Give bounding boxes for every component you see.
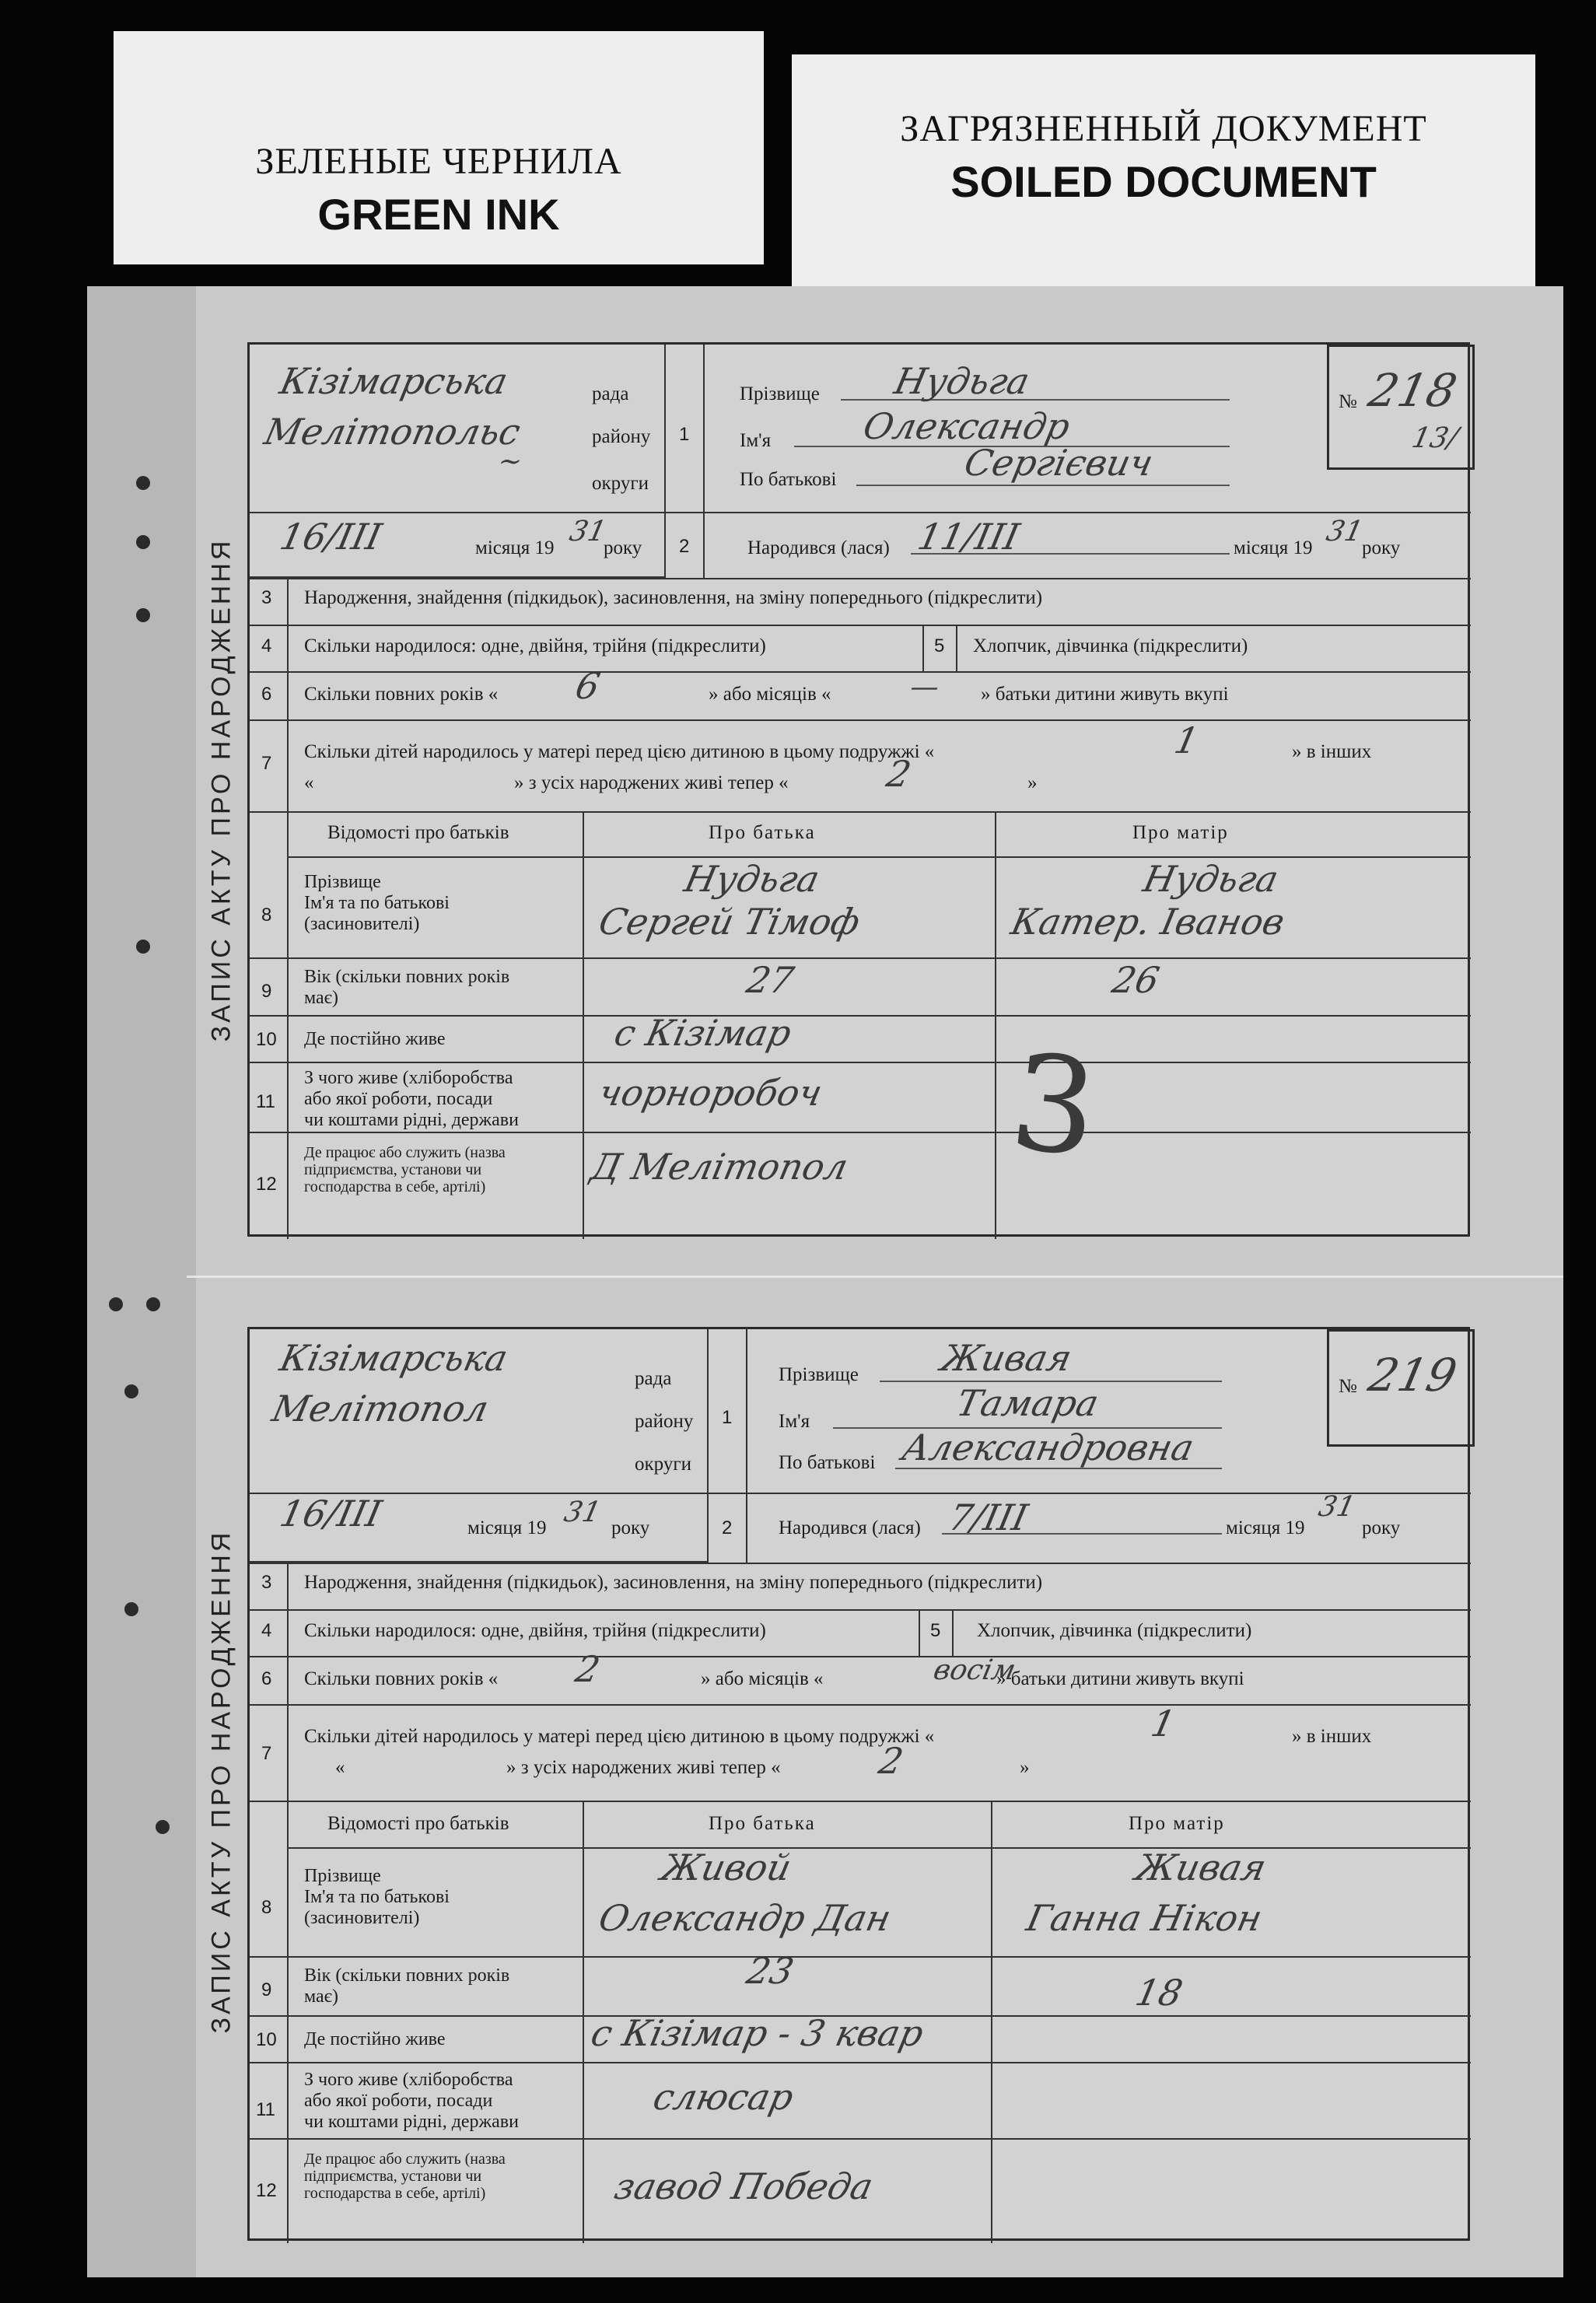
registration-date-handwritten: 16/III xyxy=(276,1493,386,1535)
row-11 xyxy=(250,2062,1471,2063)
row-12-label: Де працює або служить (назва підприємства, установи чи господарства в себе, артілі) xyxy=(304,2151,506,2202)
row-7-label-d: » з усіх народжених живі тепер « xyxy=(514,772,789,793)
col-info-header: Відомості про батьків xyxy=(327,1813,509,1834)
row-12-label: Де працює або служить (назва підприємства, установи чи господарства в себе, артілі) xyxy=(304,1144,506,1195)
row-number-11: 11 xyxy=(256,1091,275,1112)
row-number-9: 9 xyxy=(261,1979,272,2000)
born-line xyxy=(911,553,1230,555)
birth-record-1 xyxy=(247,342,1470,1237)
binding-margin xyxy=(87,286,196,2277)
patronymic-line xyxy=(856,485,1230,486)
born-year-label: року xyxy=(1362,537,1401,558)
rada-label: рада xyxy=(635,1368,672,1389)
side-title-text: ЗАПИС АКТУ ПРО НАРОДЖЕННЯ xyxy=(206,1529,236,2033)
okrug-handwritten: ~ xyxy=(495,446,526,478)
raion-label: району xyxy=(635,1411,694,1432)
okrug-label: округи xyxy=(592,473,649,494)
binding-hole xyxy=(124,1602,138,1616)
soiled-document-label xyxy=(792,54,1535,288)
row-number-4: 4 xyxy=(261,635,272,656)
row-number-6: 6 xyxy=(261,1668,272,1689)
row-8-label: Прізвище Ім'я та по батькові (засиновителі) xyxy=(304,1866,450,1928)
row-7 xyxy=(250,1704,1471,1706)
row-3-label: Народження, знайдення (підкидьок), засиновлення, на зміну попереднього (підкреслити) xyxy=(304,1572,1043,1593)
father-workplace-handwritten: завод Победа xyxy=(611,2165,877,2207)
col-mother-header: Про матір xyxy=(1132,822,1229,843)
registration-year-label: року xyxy=(604,537,642,558)
patronymic-label: По батькові xyxy=(740,469,837,490)
col-father-header: Про батька xyxy=(709,1813,816,1834)
row-6-label-a: Скільки повних років « xyxy=(304,1668,499,1689)
row-number-5: 5 xyxy=(930,1620,941,1641)
father-name-handwritten: Сергей Тімоф xyxy=(595,901,864,943)
row-4 xyxy=(250,625,1471,626)
row-9-label: Вік (скільки повних років має) xyxy=(304,1965,510,2007)
row-2-divider xyxy=(666,512,1471,513)
father-age-handwritten: 27 xyxy=(743,959,798,1001)
row-number-9: 9 xyxy=(261,981,272,1002)
patronymic-handwritten: Сергієвич xyxy=(961,442,1157,484)
birth-record-2 xyxy=(247,1327,1470,2241)
months-together-handwritten: восім xyxy=(930,1654,1019,1686)
name-label: Ім'я xyxy=(740,430,772,451)
children-before-handwritten: 1 xyxy=(1147,1703,1180,1745)
row-7-label-e: » xyxy=(1020,1757,1030,1778)
born-date-handwritten: 11/III xyxy=(914,516,1024,558)
okrug-label: округи xyxy=(635,1454,691,1475)
registration-year-handwritten: 31 xyxy=(561,1496,604,1528)
green-ink-label-ru: ЗЕЛЕНЫЕ ЧЕРНИЛА xyxy=(255,141,622,182)
row-9-label: Вік (скільки повних років має) xyxy=(304,967,510,1008)
mother-surname-handwritten: Нудьга xyxy=(1139,858,1283,900)
row-4-label: Скільки народилося: одне, двійня, трійня (підкреслити) xyxy=(304,1620,766,1641)
registration-year-handwritten: 31 xyxy=(566,516,610,548)
mother-name-handwritten: Катер. Іванов xyxy=(1007,901,1289,943)
row-6 xyxy=(250,1656,1471,1657)
row-7-label-e: » xyxy=(1027,772,1038,793)
raion-handwritten: Мелітопол xyxy=(268,1388,492,1430)
row-3 xyxy=(250,1563,1471,1564)
soiled-document-label-ru: ЗАГРЯЗНЕННЫЙ ДОКУМЕНТ xyxy=(900,108,1427,149)
record-number-extra-handwritten: 13/ xyxy=(1409,422,1461,454)
row-8 xyxy=(289,856,1471,858)
annotation-mark: 3 xyxy=(1003,1024,1104,1188)
binding-hole xyxy=(124,1384,138,1398)
row-3-label: Народження, знайдення (підкидьок), засиновлення, на зміну попереднього (підкреслити) xyxy=(304,587,1043,608)
born-month-label: місяця 19 xyxy=(1226,1517,1305,1538)
children-alive-handwritten: 2 xyxy=(875,1740,908,1782)
father-surname-handwritten: Нудьга xyxy=(681,858,824,900)
row-10-label: Де постійно живе xyxy=(304,2029,446,2049)
row-8 xyxy=(289,1847,1471,1849)
row-7-label-b: » в інших xyxy=(1292,1726,1372,1747)
row-7-label-d: » з усіх народжених живі тепер « xyxy=(506,1757,781,1778)
row-12 xyxy=(250,1132,1471,1133)
name-handwritten: Олександр xyxy=(859,405,1074,447)
father-residence-handwritten: с Кізімар - 3 квар xyxy=(587,2012,928,2054)
born-year-label: року xyxy=(1362,1517,1401,1538)
born-year-handwritten: 31 xyxy=(1315,1491,1359,1523)
col-father-header: Про батька xyxy=(709,822,816,843)
name-handwritten: Тамара xyxy=(953,1382,1103,1424)
row-6 xyxy=(250,671,1471,673)
surname-label: Прізвище xyxy=(740,383,820,404)
row-7 xyxy=(250,719,1471,721)
children-alive-handwritten: 2 xyxy=(883,753,915,795)
record-number-handwritten: 219 xyxy=(1363,1349,1461,1402)
row-9 xyxy=(250,1956,1471,1958)
patronymic-handwritten: Александровна xyxy=(898,1426,1198,1468)
row-4-label: Скільки народилося: одне, двійня, трійня (підкреслити) xyxy=(304,635,766,656)
years-together-handwritten: 2 xyxy=(572,1648,604,1690)
binding-hole xyxy=(136,476,150,490)
binding-hole xyxy=(156,1820,170,1834)
side-title-record-1 xyxy=(196,342,247,1237)
born-label: Народився (лася) xyxy=(779,1517,921,1538)
row-number-4: 4 xyxy=(261,1620,272,1641)
father-occupation-handwritten: чорноробоч xyxy=(595,1072,827,1114)
registration-year-label: року xyxy=(611,1517,650,1538)
row-number-3: 3 xyxy=(261,587,272,608)
col-mother-header: Про матір xyxy=(1129,1813,1225,1834)
row-number-3: 3 xyxy=(261,1572,272,1593)
mother-age-handwritten: 18 xyxy=(1132,1972,1187,2014)
row-number-10: 10 xyxy=(256,2029,277,2050)
row-7-label-a: Скільки дітей народилось у матері перед цією дитиною в цьому подружжі « xyxy=(304,1726,935,1747)
binding-hole xyxy=(136,535,150,549)
row-number-12: 12 xyxy=(256,2180,277,2201)
row-number-7: 7 xyxy=(261,1743,272,1764)
row-number-8: 8 xyxy=(261,905,272,926)
mother-age-handwritten: 26 xyxy=(1108,959,1164,1001)
row-number-1: 1 xyxy=(679,424,690,445)
row-7-label-c: « xyxy=(304,772,314,793)
registration-month-label: місяця 19 xyxy=(467,1517,547,1538)
row-11 xyxy=(250,1062,1471,1063)
row-number-2: 2 xyxy=(722,1517,733,1538)
row-6-label-c: » батьки дитини живуть вкупі xyxy=(996,1668,1244,1689)
row-7-label-a: Скільки дітей народилось у матері перед цією дитиною в цьому подружжі « xyxy=(304,741,935,762)
father-age-handwritten: 23 xyxy=(743,1950,798,1992)
binding-hole xyxy=(136,940,150,954)
raion-handwritten: Мелітопольс xyxy=(261,411,524,453)
children-before-handwritten: 1 xyxy=(1171,719,1203,761)
row-number-6: 6 xyxy=(261,684,272,705)
rada-handwritten: Кізімарська xyxy=(276,360,512,402)
row-6-label-c: » батьки дитини живуть вкупі xyxy=(981,684,1229,705)
page-fold xyxy=(187,1276,1563,1278)
patronymic-label: По батькові xyxy=(779,1452,876,1473)
born-month-label: місяця 19 xyxy=(1234,537,1313,558)
born-line xyxy=(942,1533,1222,1535)
rada-label: рада xyxy=(592,383,629,404)
surname-label: Прізвище xyxy=(779,1364,859,1385)
row-4 xyxy=(250,1609,1471,1611)
row-6-label-b: » або місяців « xyxy=(701,1668,824,1689)
row-6-label-a: Скільки повних років « xyxy=(304,684,499,705)
rada-handwritten: Кізімарська xyxy=(276,1337,512,1379)
born-label: Народився (лася) xyxy=(747,537,890,558)
row-5-label: Хлопчик, дівчинка (підкреслити) xyxy=(973,635,1248,656)
row-number-10: 10 xyxy=(256,1029,277,1050)
row-number-5: 5 xyxy=(934,635,945,656)
row-number-8: 8 xyxy=(261,1897,272,1918)
registration-date-handwritten: 16/III xyxy=(276,516,386,558)
mother-name-handwritten: Ганна Нікон xyxy=(1023,1897,1266,1939)
row-3 xyxy=(250,578,1471,579)
number-sign: № xyxy=(1339,1376,1357,1397)
mother-surname-handwritten: Живая xyxy=(1132,1846,1270,1888)
row-11-label: З чого живе (хліборобства або якої роботи, посади чи коштами рідні, держави xyxy=(304,2070,519,2132)
father-workplace-handwritten: Д Мелітопол xyxy=(587,1146,852,1188)
father-surname-handwritten: Живой xyxy=(657,1846,796,1888)
row-10-label: Де постійно живе xyxy=(304,1029,446,1049)
father-residence-handwritten: с Кізімар xyxy=(611,1012,796,1054)
registration-date-row xyxy=(250,512,666,513)
green-ink-label xyxy=(114,31,764,264)
green-ink-label-en: GREEN INK xyxy=(317,190,560,239)
binding-hole xyxy=(146,1297,160,1311)
years-together-handwritten: 6 xyxy=(572,665,604,707)
row-7-label-c: « xyxy=(335,1757,345,1778)
surname-handwritten: Нудьга xyxy=(891,360,1034,402)
row-10 xyxy=(250,1015,1471,1017)
row-number-2: 2 xyxy=(679,536,690,557)
soiled-document-label-en: SOILED DOCUMENT xyxy=(950,157,1377,206)
record-number-handwritten: 218 xyxy=(1363,364,1461,417)
father-name-handwritten: Олександр Дан xyxy=(595,1897,895,1939)
row-7-label-b: » в інших xyxy=(1292,741,1372,762)
side-title-text: ЗАПИС АКТУ ПРО НАРОДЖЕННЯ xyxy=(206,537,236,1041)
father-occupation-handwritten: слюсар xyxy=(649,2076,797,2118)
row-11-label: З чого живе (хліборобства або якої роботи, посади чи коштами рідні, держави xyxy=(304,1068,519,1130)
row-9 xyxy=(250,957,1471,959)
row-number-12: 12 xyxy=(256,1174,277,1195)
born-year-handwritten: 31 xyxy=(1323,516,1367,548)
binding-hole xyxy=(109,1297,123,1311)
row-number-11: 11 xyxy=(256,2099,275,2120)
row-6-label-b: » або місяців « xyxy=(709,684,831,705)
row-8-label: Прізвище Ім'я та по батькові (засиновителі) xyxy=(304,872,450,934)
row-12 xyxy=(250,2138,1471,2140)
binding-hole xyxy=(136,608,150,622)
col-info-header: Відомості про батьків xyxy=(327,822,509,843)
months-together-handwritten: — xyxy=(907,671,943,703)
row-5-label: Хлопчик, дівчинка (підкреслити) xyxy=(977,1620,1252,1641)
surname-handwritten: Живая xyxy=(937,1337,1076,1379)
side-title-record-2 xyxy=(196,1322,247,2240)
registration-month-label: місяця 19 xyxy=(475,537,555,558)
name-label: Ім'я xyxy=(779,1411,810,1432)
raion-label: району xyxy=(592,426,651,447)
row-number-1: 1 xyxy=(722,1407,733,1428)
born-date-handwritten: 7/III xyxy=(945,1496,1032,1538)
row-number-7: 7 xyxy=(261,753,272,774)
number-sign: № xyxy=(1339,391,1357,412)
